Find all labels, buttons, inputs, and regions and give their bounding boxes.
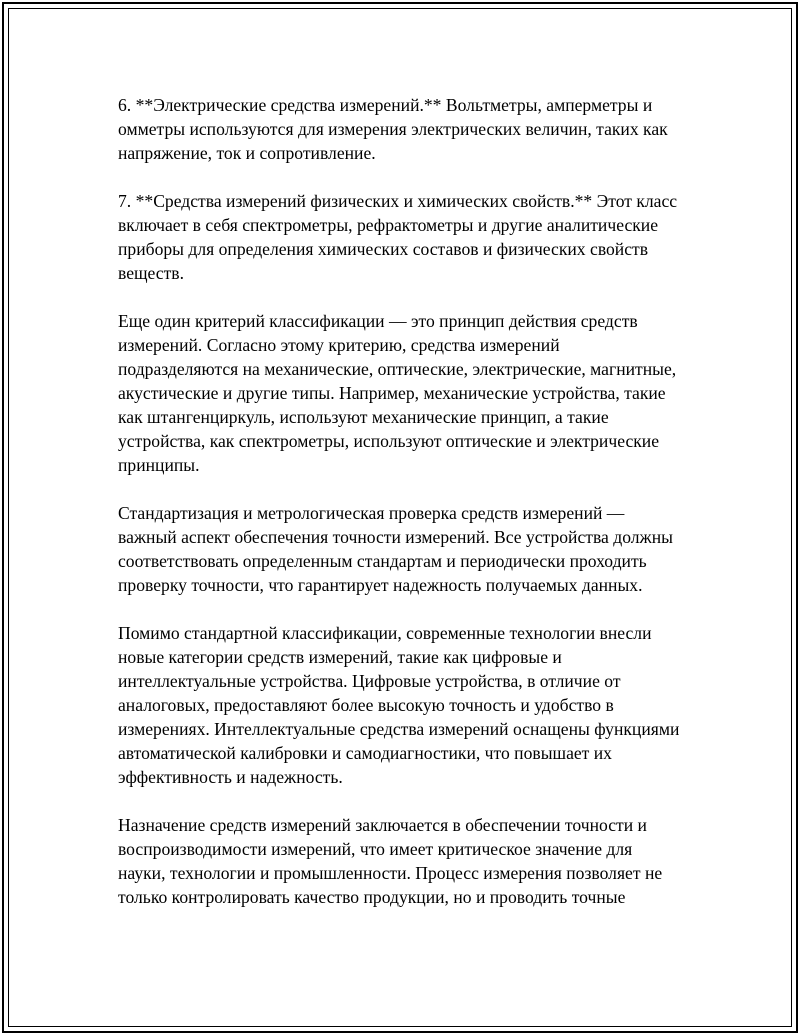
paragraph-modern-technologies: Помимо стандартной классификации, современные технологии внесли новые категории средств измерений, такие как цифровые и интеллектуальные устройства. Цифровые устройства, в отличие от аналоговых, предоставляют более высокую точность и удобство в измерениях. Интеллектуальные средства измерений оснащены функциями автоматической калибровки и самодиагностики, что повышает их эффективность и надежность. bbox=[118, 623, 680, 787]
paragraph-physical-chemical-instruments: 7. **Средства измерений физических и химических свойств.** Этот класс включает в себя спектрометры, рефрактометры и другие аналитические приборы для определения химических составов и физических свойств веществ. bbox=[118, 191, 678, 283]
document-body bbox=[118, 93, 684, 933]
paragraph-operating-principle: Еще один критерий классификации — это принцип действия средств измерений. Согласно этому критерию, средства измерений подразделяются на механические, оптические, электрические, магнитные, акустические и другие типы. Например, механические устройства, такие как штангенциркуль, используют механические принцип, а такие устройства, как спектрометры, используют оптические и электрические принципы. bbox=[118, 311, 677, 475]
paragraph-electrical-instruments: 6. **Электрические средства измерений.** Вольтметры, амперметры и омметры используются для измерения электрических величин, таких как напряжение, ток и сопротивление. bbox=[118, 95, 668, 163]
paragraph-standardization: Стандартизация и метрологическая проверка средств измерений — важный аспект обеспечения точности измерений. Все устройства должны соответствовать определенным стандартам и периодически проходить проверку точности, что гарантирует надежность получаемых данных. bbox=[118, 503, 673, 595]
paragraph-purpose: Назначение средств измерений заключается в обеспечении точности и воспроизводимости измерений, что имеет критическое значение для науки, технологии и промышленности. Процесс измерения позволяет не только контролировать качество продукции, но и проводить точные bbox=[118, 815, 663, 907]
